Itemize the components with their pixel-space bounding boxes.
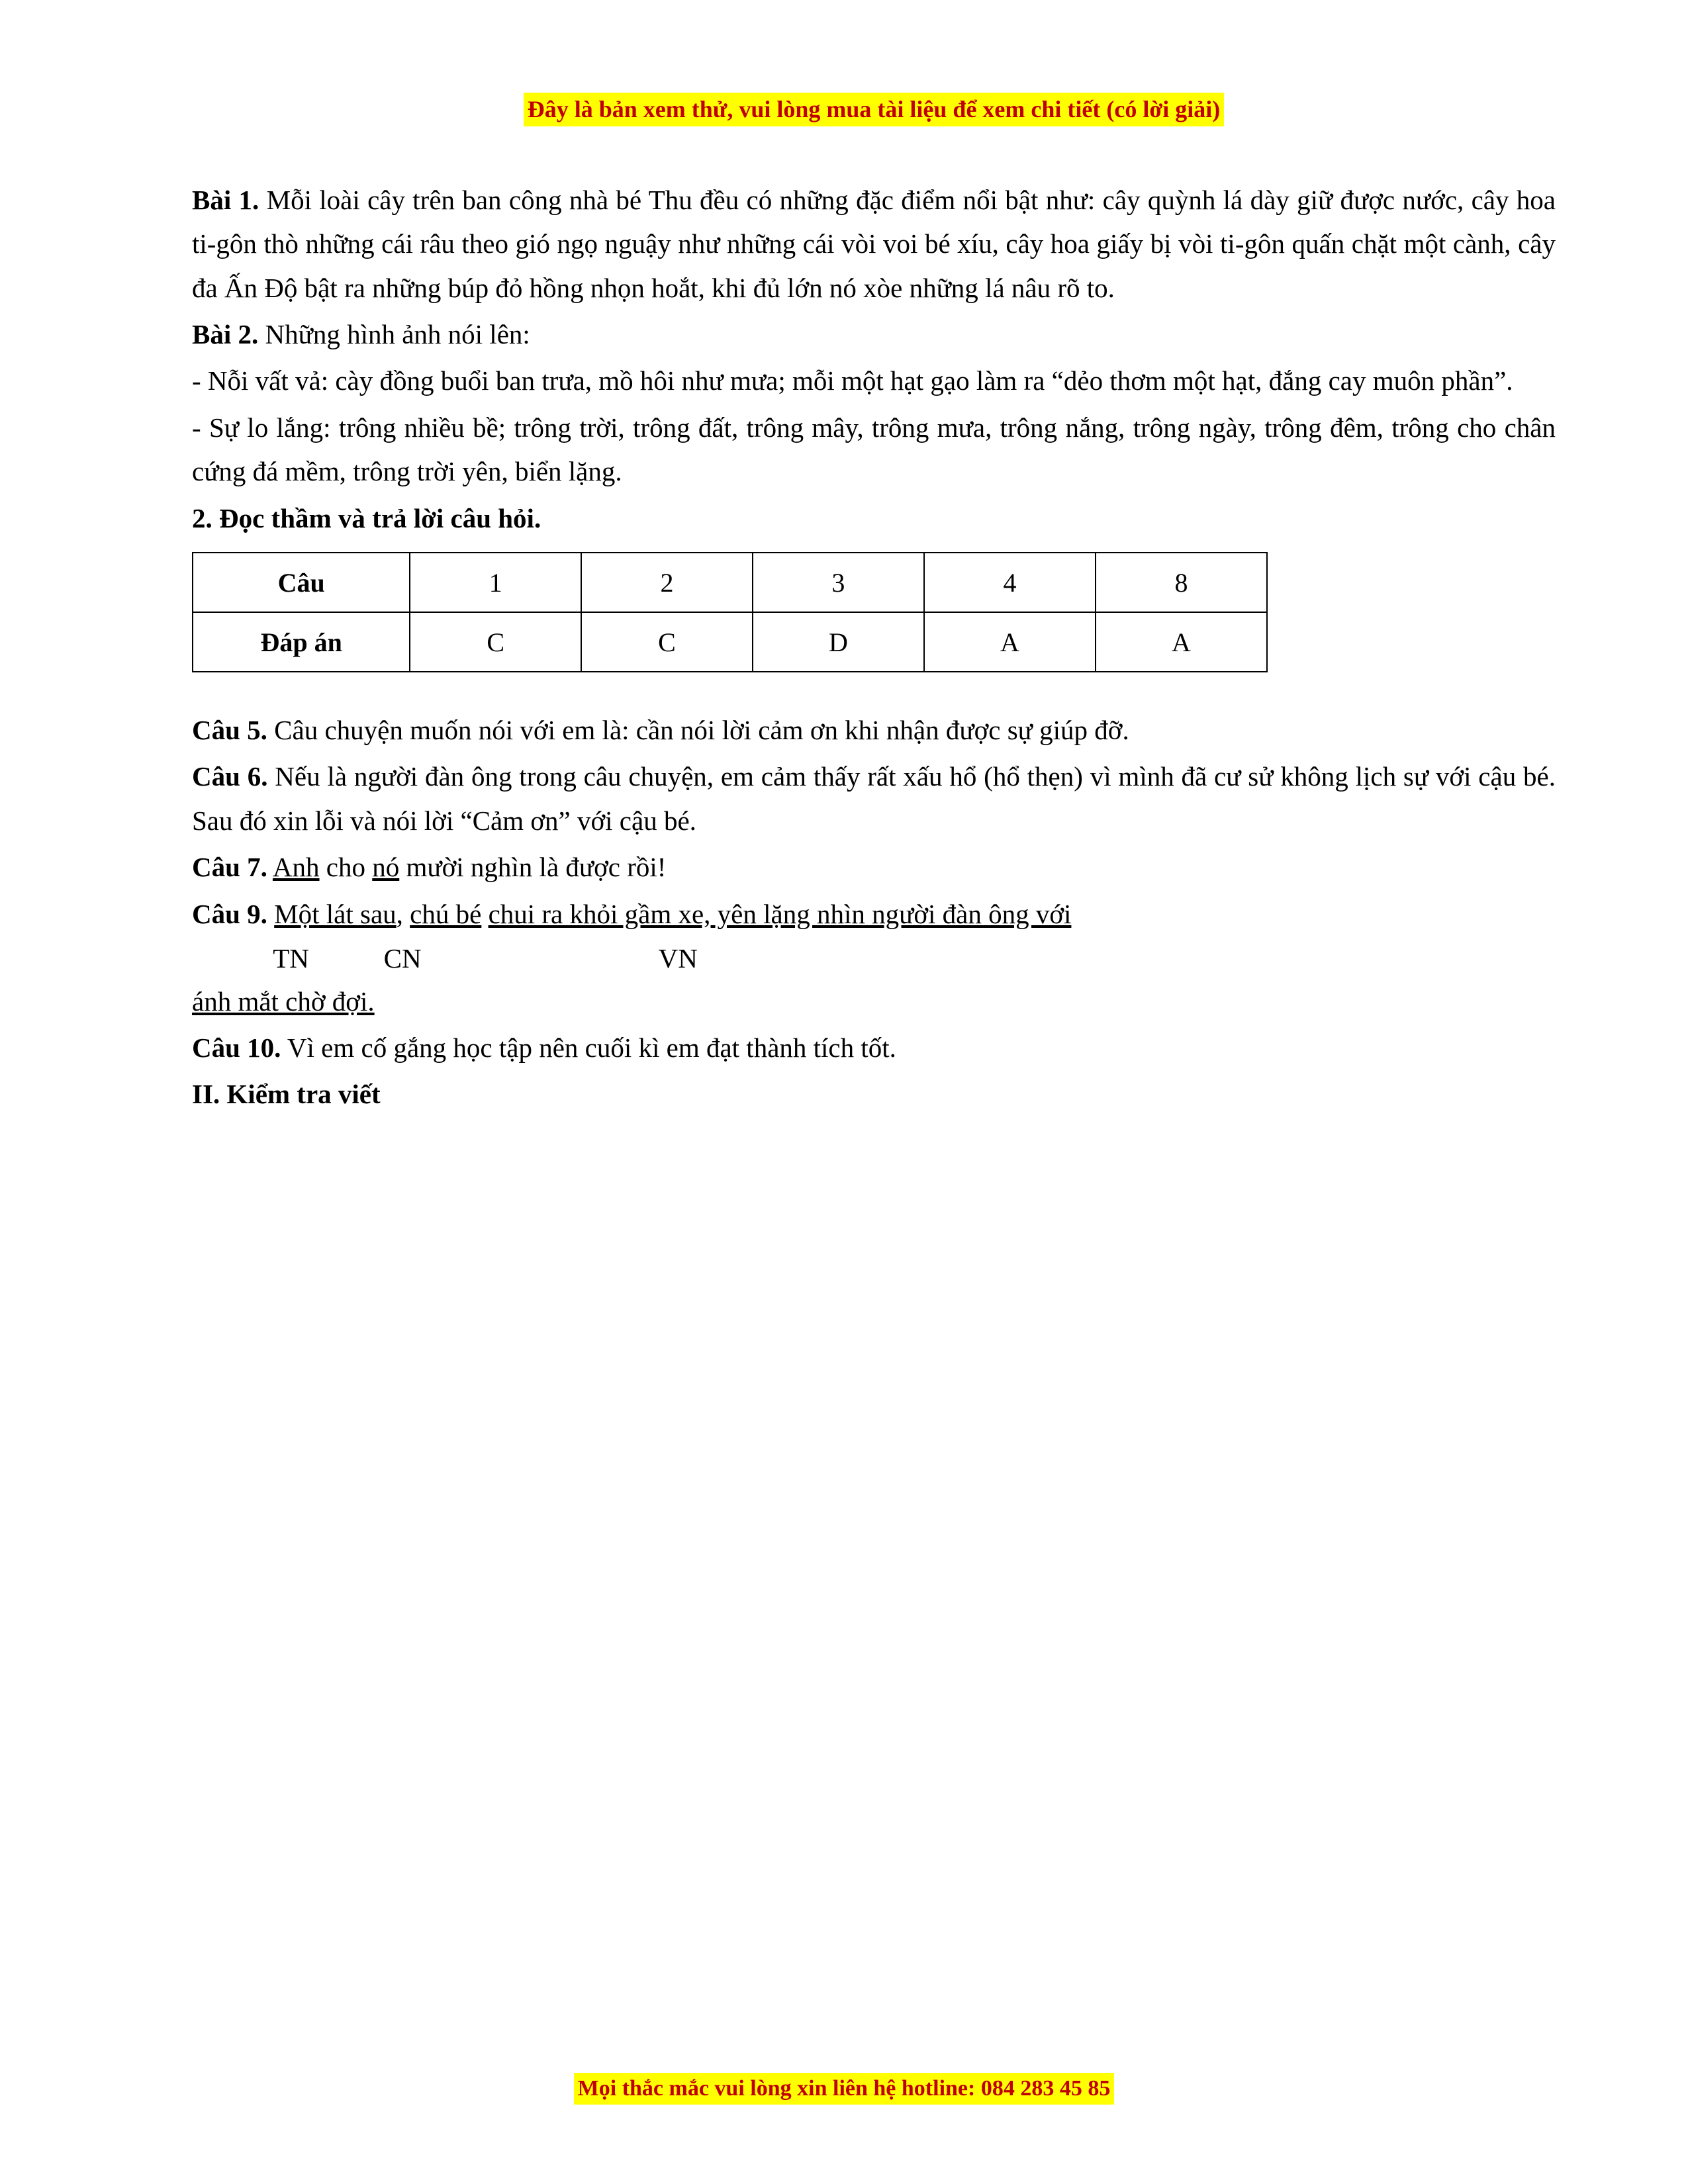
question-7-mid: cho <box>319 852 373 883</box>
question-6-label: Câu 6. <box>192 761 268 792</box>
question-5-paragraph <box>192 708 1556 752</box>
spacer-after-table <box>192 679 1556 708</box>
question-7-subject: Anh <box>272 852 320 883</box>
preview-notice-banner <box>192 93 1556 126</box>
table-cell-answer-4: A <box>924 612 1096 672</box>
question-7-rest: mười nghìn là được rồi! <box>399 852 667 883</box>
exercise-1-text: Mỗi loài cây trên ban công nhà bé Thu đều có những đặc điểm nổi bật như: cây quỳnh lá dày giữ được nước, cây hoa ti-gôn thò những cái râu theo gió ngọ nguậy như những cái vòi voi bé xíu, cây hoa giấy bị vòi ti-gôn quấn chặt một cành, cây đa Ấn Độ bật ra những búp đỏ hồng nhọn hoắt, khi đủ lớn nó xòe những lá nâu rõ to. <box>192 184 1556 303</box>
question-7-paragraph <box>192 845 1556 889</box>
table-cell-answer-1: C <box>410 612 581 672</box>
exercise-2-label: Bài 2. <box>192 319 259 350</box>
question-6-paragraph <box>192 754 1556 842</box>
question-9-comma: , <box>396 898 410 929</box>
question-7-object: nó <box>372 852 400 883</box>
table-cell-question-4: 4 <box>924 553 1096 612</box>
footer-hotline-text: Mọi thắc mắc vui lòng xin liên hệ hotline: 084 283 45 85 <box>574 2073 1115 2105</box>
table-cell-answer-3: D <box>753 612 924 672</box>
exercise-2-item-2: - Sự lo lắng: trông nhiều bề; trông trời, trông đất, trông mây, trông mưa, trông nắng, trông ngày, trông đêm, trông cho chân cứng đá mềm, trông trời yên, biển lặng. <box>192 412 1556 487</box>
footer-banner <box>0 2073 1688 2105</box>
question-9-trang-ngu: Một lát sau <box>274 898 397 929</box>
question-10-label: Câu 10. <box>192 1032 281 1063</box>
question-9-label: Câu 9. <box>192 898 267 929</box>
question-5-label: Câu 5. <box>192 715 267 746</box>
table-cell-answer-2: C <box>581 612 753 672</box>
question-10-text: Vì em cố gắng học tập nên cuối kì em đạt thành tích tốt. <box>281 1032 896 1063</box>
exercise-1-label: Bài 1. <box>192 184 259 215</box>
table-cell-answer-5: A <box>1096 612 1267 672</box>
question-5-text: Câu chuyện muốn nói với em là: cần nói lời cảm ơn khi nhận được sự giúp đỡ. <box>267 715 1129 746</box>
exercise-1-paragraph <box>192 178 1556 310</box>
exercise-2-item-1: - Nỗi vất vả: cày đồng buổi ban trưa, mồ hôi như mưa; mỗi một hạt gạo làm ra “dẻo thơm một hạt, đắng cay muôn phần”. <box>192 365 1513 396</box>
question-9-grammar-markers: TN CN VN <box>192 943 698 974</box>
section-ii-heading: II. Kiểm tra viết <box>192 1079 381 1110</box>
table-cell-question-5: 8 <box>1096 553 1267 612</box>
table-row-answers <box>193 612 1267 672</box>
question-9-space-1 <box>267 899 274 929</box>
question-9-chu-ngu: chú bé <box>410 898 482 929</box>
question-7-label: Câu 7. <box>192 852 267 883</box>
question-9-space-2 <box>481 899 488 929</box>
table-row-questions <box>193 553 1267 612</box>
question-6-text: Nếu là người đàn ông trong câu chuyện, em cảm thấy rất xấu hổ (hổ thẹn) vì mình đã cư sử không lịch sự với cậu bé. Sau đó xin lỗi và nói lời “Cảm ơn” với cậu bé. <box>192 761 1556 836</box>
question-10-paragraph <box>192 1026 1556 1069</box>
exercise-2-text: Những hình ảnh nói lên: <box>258 319 530 350</box>
table-cell-question-3: 3 <box>753 553 924 612</box>
table-header-dapan: Đáp án <box>193 612 410 672</box>
preview-notice-text: Đây là bản xem thử, vui lòng mua tài liệu để xem chi tiết (có lời giải) <box>524 93 1225 126</box>
table-cell-question-2: 2 <box>581 553 753 612</box>
question-9-continuation <box>192 979 1556 1023</box>
question-9-continuation-text: ánh mắt chờ đợi. <box>192 985 375 1017</box>
question-9-vi-ngu: chui ra khỏi gầm xe, yên lặng nhìn người đàn ông với <box>488 898 1072 929</box>
exercise-2-paragraph <box>192 312 1556 356</box>
question-7-space <box>267 852 273 882</box>
table-cell-question-1: 1 <box>410 553 581 612</box>
answers-table <box>192 552 1268 672</box>
question-9-paragraph <box>192 892 1556 936</box>
table-header-cau: Câu <box>193 553 410 612</box>
section-2-heading: 2. Đọc thầm và trả lời câu hỏi. <box>192 502 541 533</box>
